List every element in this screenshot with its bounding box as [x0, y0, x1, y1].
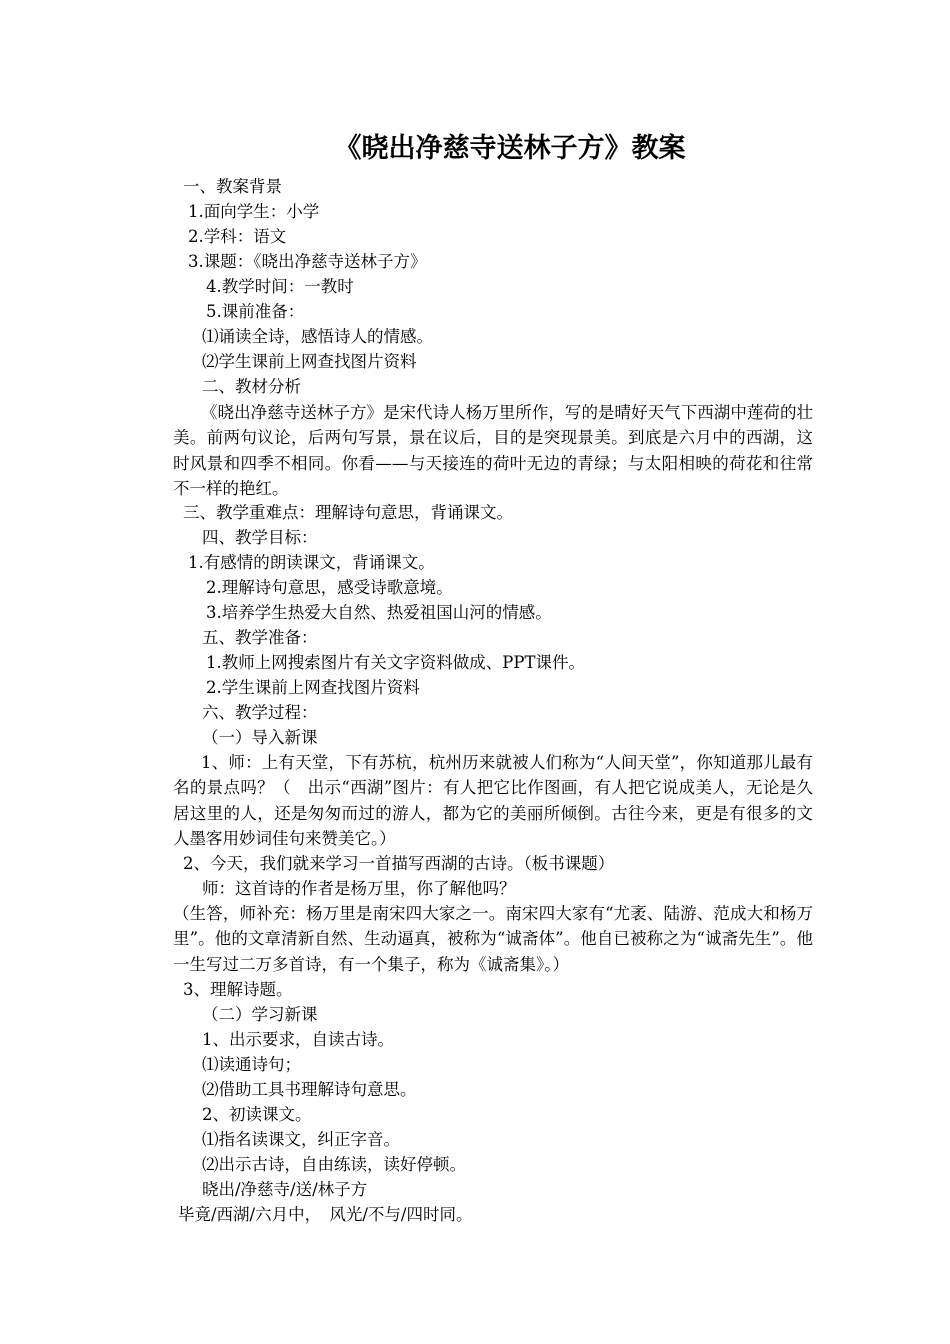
- section-heading-process: 六、教学过程：: [202, 703, 318, 722]
- text-line: 3.课题：《晓出净慈寺送林子方》: [188, 252, 427, 271]
- text-line: 2.理解诗句意思，感受诗歌意境。: [206, 578, 453, 597]
- text-line: 4.教学时间：一教时: [206, 277, 354, 296]
- subsection-heading-new-lesson: （二）学习新课: [202, 1005, 318, 1024]
- poem-verse-line: 毕竟/西湖/六月中， 风光/不与/四时同。: [178, 1205, 473, 1224]
- section-heading-key-points: 三、教学重难点：理解诗句意思，背诵课文。: [183, 503, 513, 522]
- text-line: ⑵学生课前上网查找图片资料: [202, 352, 417, 371]
- text-line: 5.课前准备：: [206, 302, 305, 321]
- text-line: 3、理解诗题。: [183, 980, 293, 999]
- text-line: 2、初读课文。: [202, 1105, 312, 1124]
- text-line: 1.教师上网搜索图片有关文字资料做成、PPT课件。: [206, 653, 585, 672]
- paragraph-analysis: 《晓出净慈寺送林子方》是宋代诗人杨万里所作，写的是晴好天气下西湖中莲荷的壮美。前两句议论，后两句写景，景在议后，目的是突现景美。到底是六月中的西湖，这时风景和四季不相同。你看——与天接连的荷叶无边的青绿；与太阳相映的荷花和往常不一样的艳红。: [173, 403, 813, 498]
- document-title: 《晓出净慈寺送林子方》教案: [334, 133, 686, 164]
- text-line: 1、出示要求，自读古诗。: [202, 1030, 394, 1049]
- paragraph-intro: 1、师：上有天堂，下有苏杭，杭州历来就被人们称为“人间天堂”，你知道那儿最有名的景点吗？（ 出示“西湖”图片：有人把它比作图画，有人把它说成美人，无论是久居这里的人，还是匆匆而过的游人，都为它的美丽所倾倒。古往今来，更是有很多的文人墨客用妙词佳句来赞美它。）: [173, 753, 813, 848]
- text-line: 3.培养学生热爱大自然、热爱祖国山河的情感。: [206, 603, 552, 622]
- text-line: ⑴诵读全诗，感悟诗人的情感。: [202, 327, 433, 346]
- subsection-heading-intro: （一）导入新课: [202, 728, 318, 747]
- section-heading-goals: 四、教学目标：: [202, 528, 318, 547]
- text-line: 1.有感情的朗读课文，背诵课文。: [188, 553, 435, 572]
- section-heading-preparation: 五、教学准备：: [202, 628, 318, 647]
- text-line: 2.学生课前上网查找图片资料: [206, 678, 420, 697]
- text-line: ⑴读通诗句；: [202, 1055, 301, 1074]
- text-line: ⑵借助工具书理解诗句意思。: [202, 1080, 417, 1099]
- text-line: 2、今天，我们就来学习一首描写西湖的古诗。（板书课题）: [183, 854, 615, 873]
- text-line: 师：这首诗的作者是杨万里，你了解他吗？: [202, 879, 516, 898]
- text-line: ⑴指名读课文，纠正字音。: [202, 1130, 400, 1149]
- section-heading-background: 一、教案背景: [183, 177, 282, 196]
- paragraph-author: （生答，师补充：杨万里是南宋四大家之一。南宋四大家有“尤袤、陆游、范成大和杨万里”。他的文章清新自然、生动逼真，被称为“诚斋体”。他自已被称之为“诚斋先生”。他一生写过二万多首诗，有一个集子，称为《诚斋集》。）: [173, 904, 813, 974]
- text-line: 2.学科：语文: [188, 227, 287, 246]
- poem-title-line: 晓出/净慈寺/送/林子方: [202, 1180, 368, 1199]
- section-heading-analysis: 二、教材分析: [202, 377, 301, 396]
- text-line: ⑵出示古诗，自由练读，读好停顿。: [202, 1155, 466, 1174]
- text-line: 1.面向学生：小学: [188, 202, 320, 221]
